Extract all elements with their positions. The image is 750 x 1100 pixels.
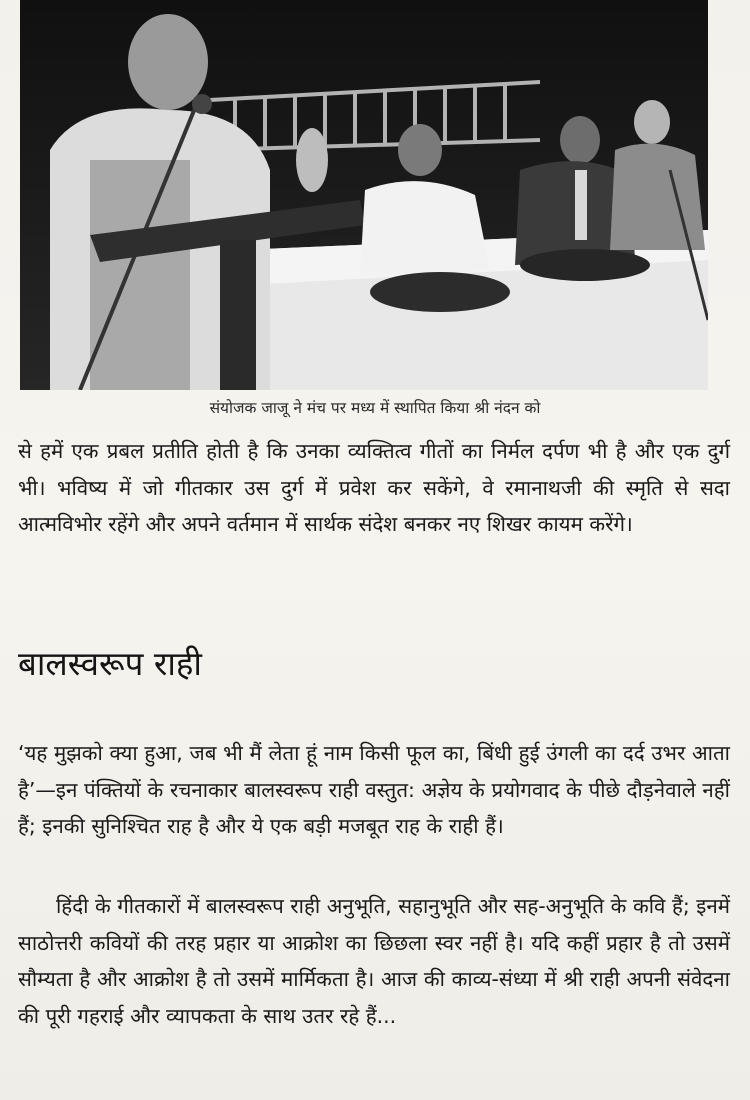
photo-illustration bbox=[20, 0, 708, 390]
body-paragraph: हिंदी के गीतकारों में बालस्वरूप राही अनुभूति, सहानुभूति और सह-अनुभूति के कवि हैं; इनमें साठोत्तरी कवियों की तरह प्रहार या आक्रोश का छिछला स्वर नहीं है। यदि कहीं प्रहार है तो उसमें सौम्यता है और आक्रोश है तो उसमें मार्मिकता है। आज की काव्य-संध्या में श्री राही अपनी संवेदना की पूरी गहराई और व्यापकता के साथ उतर रहे हैं... bbox=[18, 894, 730, 1028]
photo-caption: संयोजक जाजू ने मंच पर मध्य में स्थापित किया श्री नंदन को bbox=[209, 399, 541, 417]
intro-paragraph: से हमें एक प्रबल प्रतीति होती है कि उनका व्यक्तित्व गीतों का निर्मल दर्पण भी है और एक दुर्ग भी। भविष्य में जो गीतकार उस दुर्ग में प्रवेश कर सकेंगे, वे रमानाथजी की स्मृति से सदा आत्मविभोर रहेंगे और अपने वर्तमान में सार्थक संदेश बनकर नए शिखर कायम करेंगे। bbox=[18, 439, 730, 536]
section-heading: बालस्वरूप राही bbox=[18, 644, 202, 683]
quote-paragraph: ‘यह मुझको क्या हुआ, जब भी मैं लेता हूं नाम किसी फूल का, बिंधी हुई उंगली का दर्द उभर आता है’—इन पंक्तियों के रचनाकार बालस्वरूप राही वस्तुत: अज्ञेय के प्रयोगवाद के पीछे दौड़नेवाले नहीं हैं; इनकी सुनिश्चित राह है और ये एक बड़ी मजबूत राह के राही हैं। bbox=[18, 741, 730, 838]
event-photograph bbox=[20, 0, 708, 390]
